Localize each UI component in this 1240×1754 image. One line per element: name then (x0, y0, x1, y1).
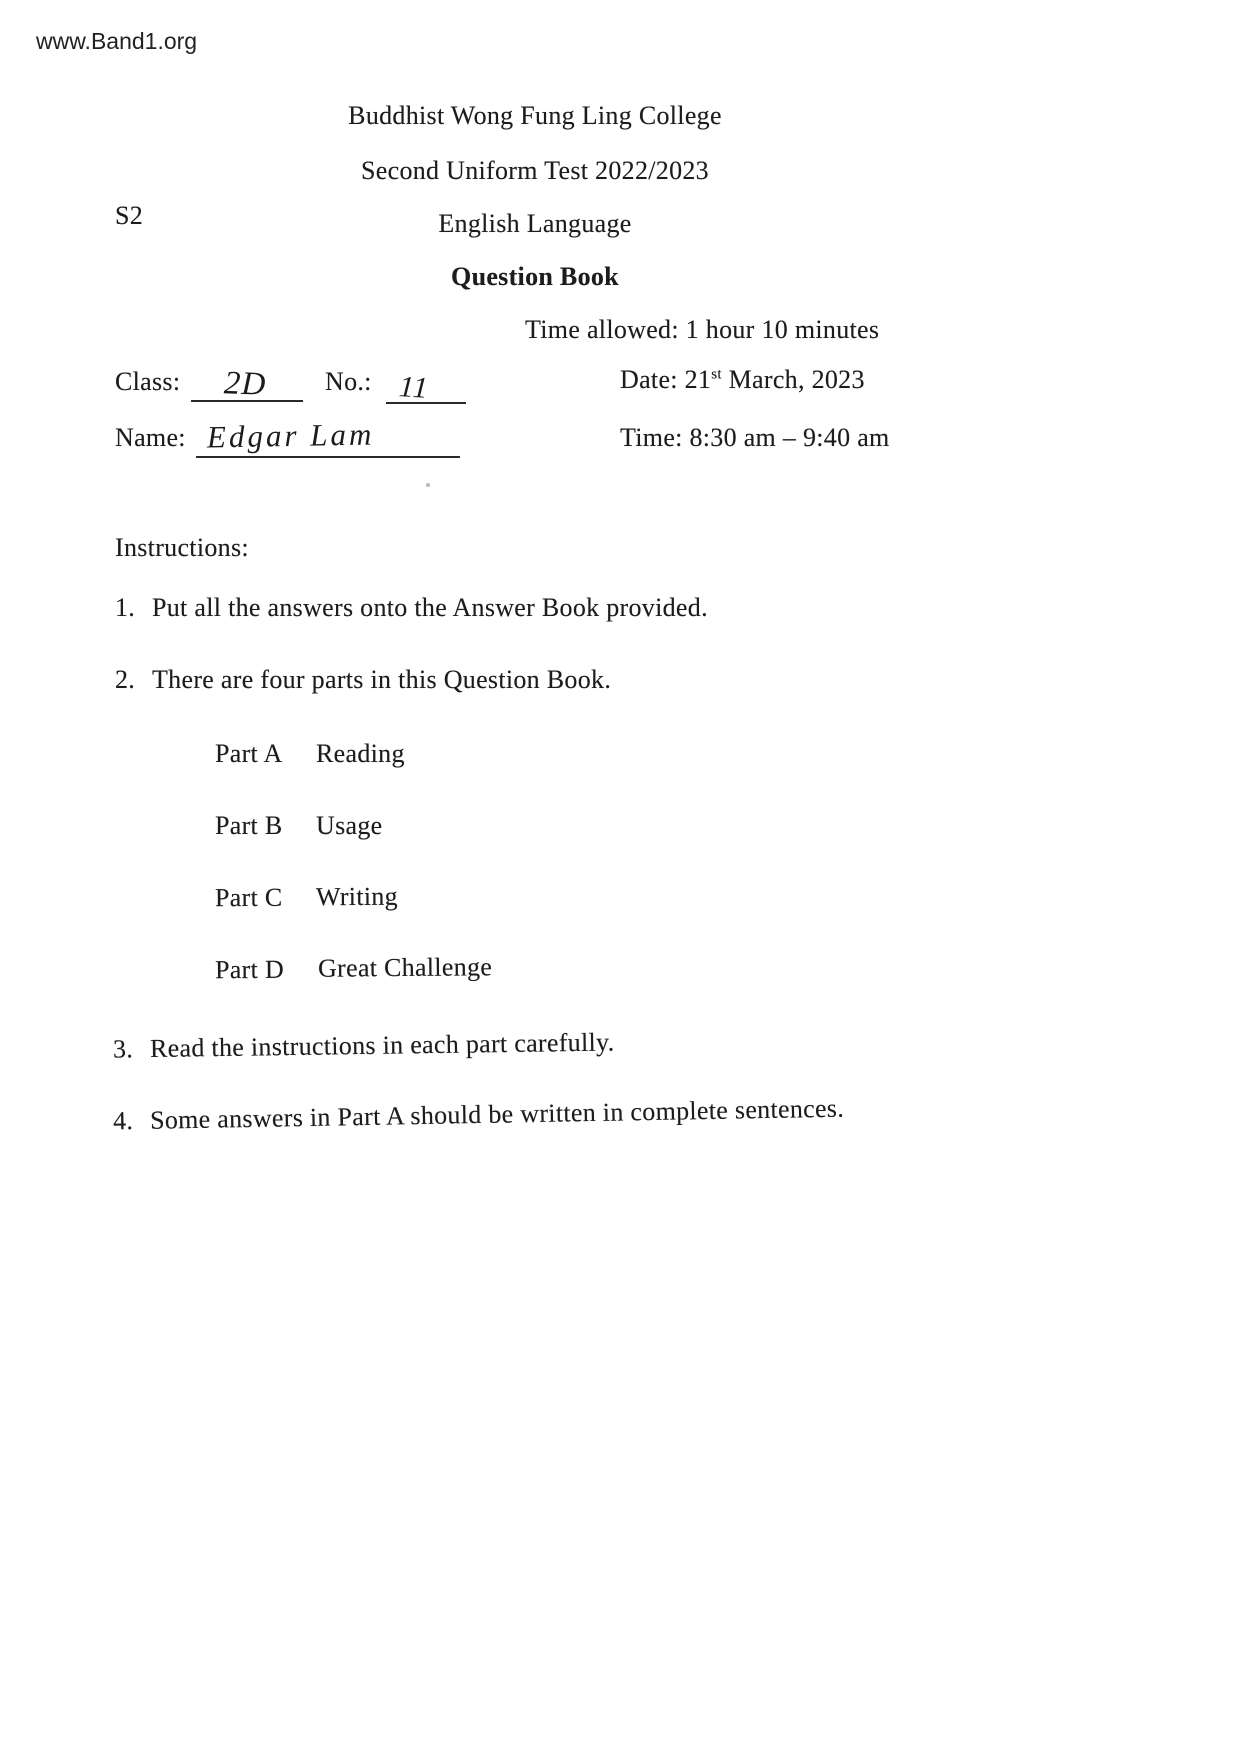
instruction-item-1 (115, 593, 708, 623)
no-handwritten-value: 11 (397, 370, 430, 405)
date-suffix: March, 2023 (721, 365, 865, 394)
part-label: Part C (214, 882, 283, 913)
class-label: Class: (115, 367, 181, 396)
instruction-item-4 (113, 1094, 844, 1137)
name-label: Name: (115, 423, 186, 452)
part-name: Writing (315, 881, 399, 912)
part-name: Reading (316, 739, 405, 768)
time-allowed: Time allowed: 1 hour 10 minutes (525, 315, 880, 344)
form-level: S2 (115, 201, 144, 230)
item-number: 1. (115, 593, 136, 622)
no-label: No.: (325, 367, 372, 396)
item-text: Put all the answers onto the Answer Book provided. (152, 593, 708, 622)
item-number: 3. (112, 1034, 134, 1064)
scan-speck (426, 483, 430, 487)
item-text: Some answers in Part A should be written in complete sentences. (149, 1093, 845, 1135)
class-handwritten-value: 2D (223, 365, 267, 403)
part-name: Great Challenge (317, 952, 493, 983)
subject-name: English Language (438, 209, 632, 238)
test-date (620, 365, 865, 395)
test-time-range: Time: 8:30 am – 9:40 am (620, 423, 890, 452)
name-handwritten-value: Edgar Lam (206, 416, 375, 455)
test-title: Second Uniform Test 2022/2023 (361, 156, 709, 185)
instruction-item-2 (115, 665, 611, 695)
part-name: Usage (316, 811, 383, 840)
item-text: Read the instructions in each part carefully. (149, 1027, 615, 1063)
date-ordinal: st (711, 366, 722, 383)
instructions-heading: Instructions: (115, 533, 249, 562)
instruction-item-3 (113, 1028, 615, 1065)
part-label: Part D (214, 954, 285, 985)
part-label: Part B (215, 811, 283, 840)
book-title: Question Book (451, 262, 619, 291)
name-underline (196, 456, 460, 458)
item-text: There are four parts in this Question Book. (152, 665, 612, 694)
date-prefix: Date: 21 (620, 365, 712, 394)
school-name: Buddhist Wong Fung Ling College (348, 101, 722, 130)
site-watermark: www.Band1.org (36, 28, 198, 54)
item-number: 2. (115, 665, 136, 694)
item-number: 4. (112, 1106, 134, 1136)
part-label: Part A (215, 739, 283, 768)
